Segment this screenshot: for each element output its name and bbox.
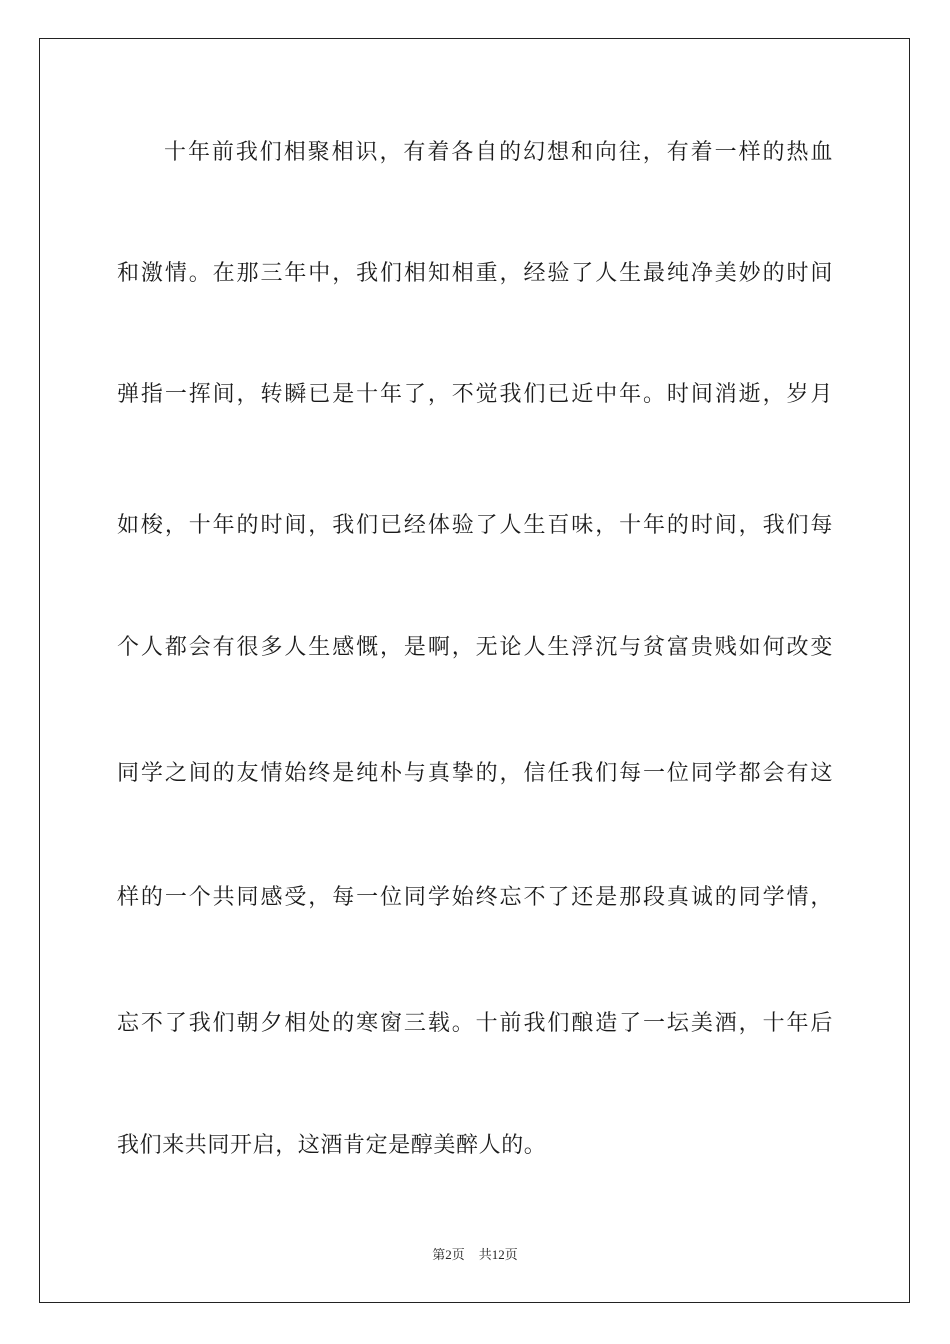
paragraph-line: 如梭，十年的时间，我们已经体验了人生百味，十年的时间，我们每 xyxy=(117,513,833,538)
paragraph-line: 个人都会有很多人生感慨，是啊，无论人生浮沉与贫富贵贱如何改变 xyxy=(117,635,833,660)
page-number: 第2页 xyxy=(432,1247,465,1262)
paragraph-line: 十年前我们相聚相识，有着各自的幻想和向往，有着一样的热血 xyxy=(164,140,833,165)
paragraph-line: 同学之间的友情始终是纯朴与真挚的，信任我们每一位同学都会有这 xyxy=(117,761,833,786)
paragraph-line: 弹指一挥间，转瞬已是十年了，不觉我们已近中年。时间消逝，岁月 xyxy=(117,382,833,407)
page-total: 共12页 xyxy=(478,1247,518,1262)
paragraph-line: 和激情。在那三年中，我们相知相重，经验了人生最纯净美妙的时间 xyxy=(117,261,833,286)
page-footer xyxy=(0,1246,950,1264)
paragraph-line: 我们来共同开启，这酒肯定是醇美醉人的。 xyxy=(117,1133,547,1158)
paragraph-line: 忘不了我们朝夕相处的寒窗三载。十前我们酿造了一坛美酒，十年后 xyxy=(117,1011,833,1036)
paragraph-line: 样的一个共同感受，每一位同学始终忘不了还是那段真诚的同学情， xyxy=(117,885,833,910)
page-border xyxy=(39,38,910,1303)
